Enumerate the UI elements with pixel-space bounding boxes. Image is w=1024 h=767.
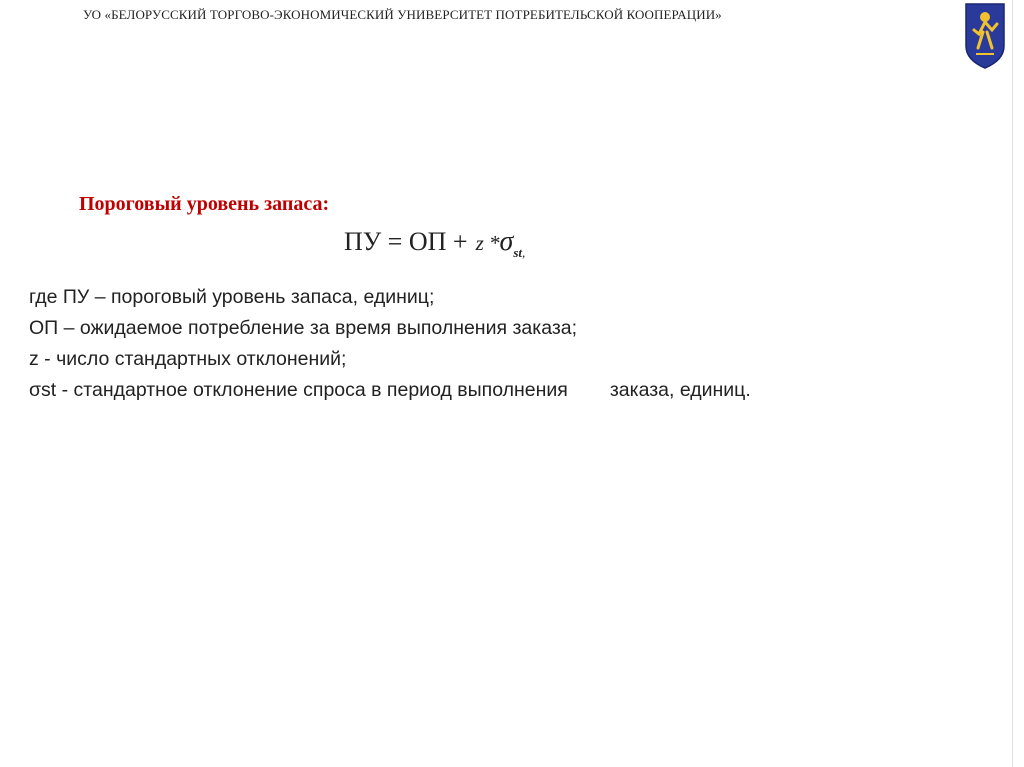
slide-subtitle: Пороговый уровень запаса: [79,193,330,215]
definition-op: ОП – ожидаемое потребление за время выполнения заказа; [29,317,578,339]
threshold-formula [344,226,525,261]
definition-sigma [29,375,751,406]
university-header: УО «БЕЛОРУССКИЙ ТОРГОВО-ЭКОНОМИЧЕСКИЙ УНИВЕРСИТЕТ ПОТРЕБИТЕЛЬСКОЙ КООПЕРАЦИИ» [83,7,722,22]
formula-subscript: st [513,245,522,260]
slide-edge-divider [1012,0,1013,767]
university-coat-of-arms-icon [962,0,1008,70]
definition-pu: где ПУ – пороговый уровень запаса, единиц; [29,286,435,308]
formula-trailing-comma: , [522,245,526,260]
definition-sigma-tail: заказа, единиц. [609,379,751,401]
definition-sigma-text: σst - стандартное отклонение спроса в период выполнения [29,379,568,401]
definitions-list [29,282,751,406]
definition-z: z - число стандартных отклонений; [29,348,347,370]
formula-z: z * [475,231,500,255]
formula-sigma: σ [499,226,514,257]
formula-lhs: ПУ = ОП + [344,227,468,256]
